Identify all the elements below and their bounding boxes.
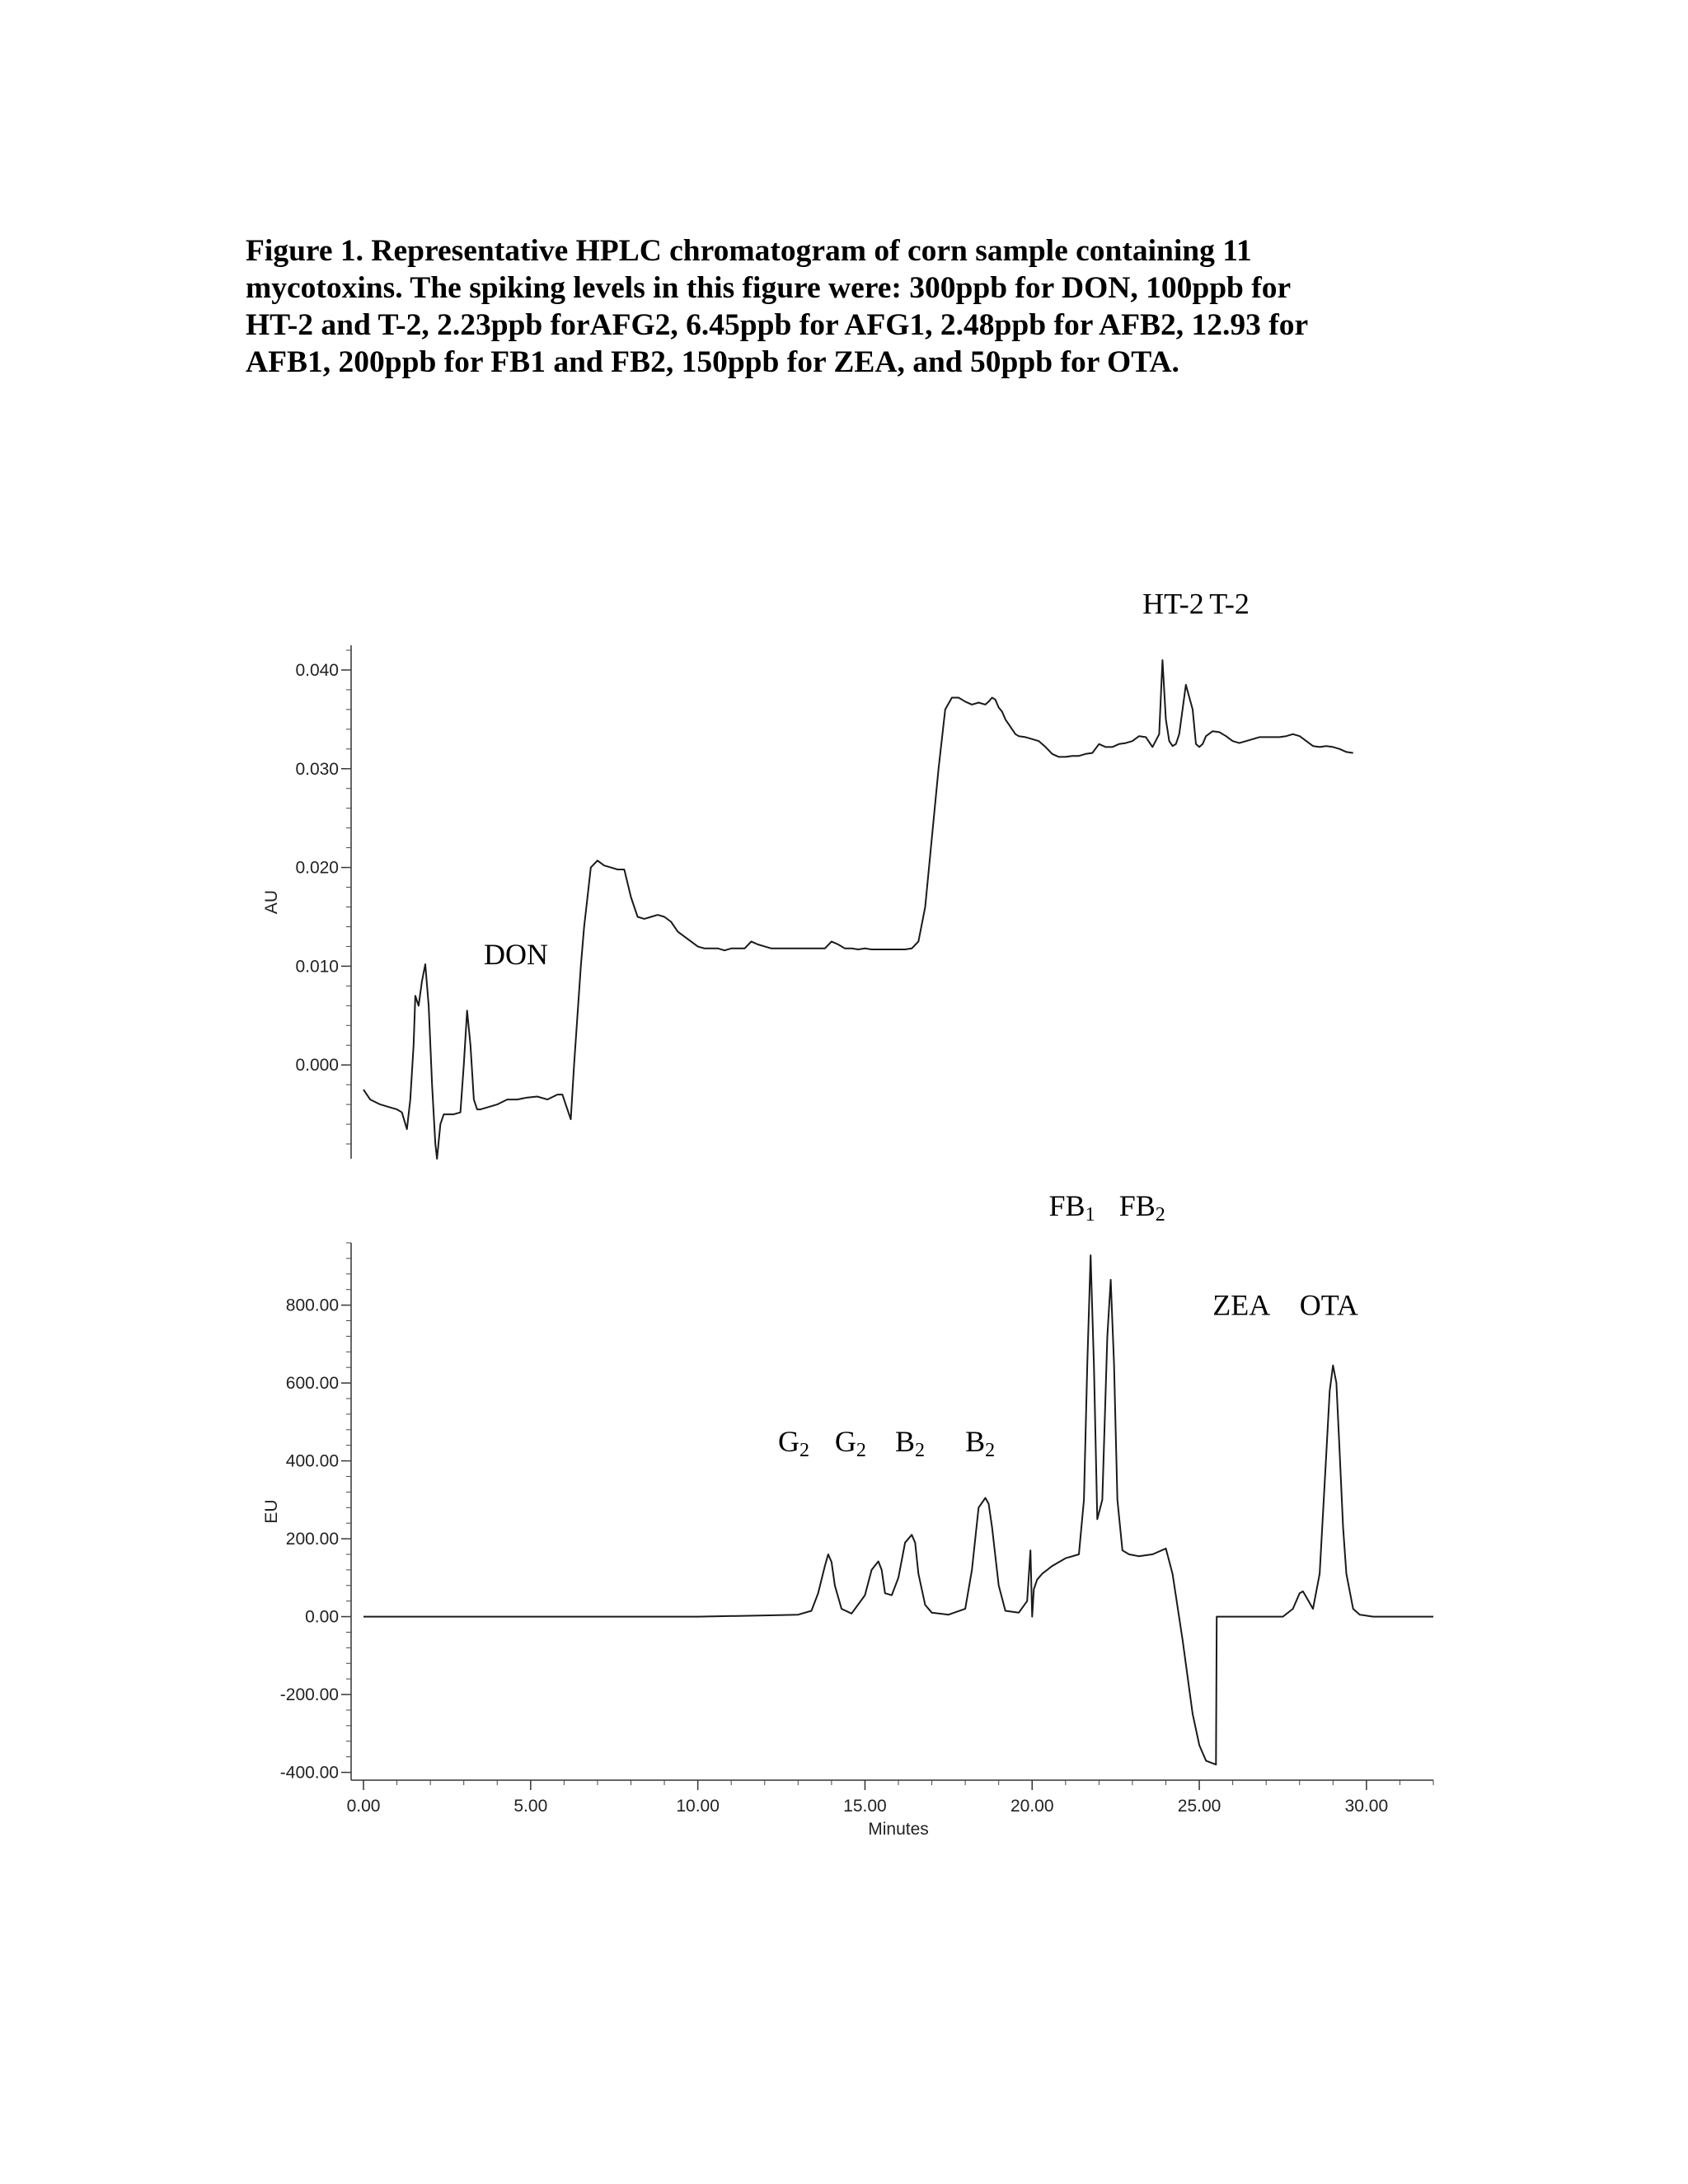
y-axis-title: AU [262, 889, 281, 915]
y-tick-label: 0.010 [295, 957, 339, 977]
x-tick-label: 30.00 [1344, 1797, 1389, 1816]
chromatogram-trace [363, 660, 1353, 1159]
peak-label [778, 1425, 809, 1461]
peak-label-subscript: 2 [914, 1439, 925, 1461]
x-tick-label: 15.00 [843, 1797, 887, 1816]
y-tick-label: -400.00 [279, 1763, 339, 1783]
peak-label-subscript: 2 [799, 1439, 809, 1461]
chromatogram-trace [363, 1255, 1433, 1765]
caption-line-2: mycotoxins. The spiking levels in this figure were: 300ppb for DON, 100ppb for [246, 271, 1292, 305]
peak-label-name: OTA [1299, 1288, 1358, 1322]
peak-label-name: B [965, 1424, 986, 1458]
peak-label-subscript: 2 [1155, 1203, 1165, 1226]
peak-label [1049, 1189, 1095, 1226]
peak-label-name: HT-2 [1142, 587, 1204, 621]
y-tick-label: 200.00 [285, 1530, 339, 1549]
peak-label-name: DON [484, 937, 549, 971]
peak-label [1209, 588, 1250, 621]
peak-label-name: G [777, 1424, 799, 1458]
y-tick-label: 0.00 [305, 1607, 339, 1627]
x-tick-label: 25.00 [1177, 1797, 1221, 1816]
x-tick-label: 10.00 [676, 1797, 720, 1816]
peak-label [1142, 588, 1204, 621]
peak-label [1300, 1288, 1358, 1321]
y-axis-title: EU [262, 1499, 281, 1524]
peak-label-name: B [894, 1424, 915, 1458]
y-tick-label: 400.00 [285, 1451, 339, 1471]
peak-label-name: G [834, 1424, 856, 1458]
y-tick-label: 600.00 [285, 1374, 339, 1394]
peak-label-name: T-2 [1209, 587, 1250, 621]
y-tick-label: 800.00 [285, 1296, 339, 1315]
peak-label-subscript: 2 [856, 1439, 866, 1461]
y-tick-label: 0.030 [295, 759, 339, 779]
peak-label-subscript: 1 [1085, 1203, 1095, 1226]
y-tick-label: -200.00 [279, 1685, 339, 1705]
caption-line-1: Figure 1. Representative HPLC chromatogram of corn sample containing 11 [246, 234, 1252, 268]
y-tick-label: 0.000 [295, 1056, 339, 1076]
peak-label-subscript: 2 [985, 1439, 996, 1461]
peak-label-name: FB [1118, 1188, 1156, 1222]
caption-line-4: AFB1, 200ppb for FB1 and FB2, 150ppb for ZEA, and 50ppb for OTA. [246, 345, 1179, 379]
peak-label-name: ZEA [1212, 1288, 1271, 1322]
peak-label [484, 938, 548, 971]
x-tick-label: 5.00 [513, 1797, 548, 1816]
peak-label [1119, 1189, 1165, 1226]
peak-label [1212, 1288, 1270, 1321]
peak-label [835, 1425, 866, 1461]
x-tick-label: 0.00 [346, 1797, 381, 1816]
y-tick-label: 0.020 [295, 858, 339, 878]
peak-label-name: FB [1048, 1188, 1085, 1222]
peak-label [965, 1425, 995, 1461]
x-tick-label: 20.00 [1010, 1797, 1054, 1816]
caption-line-3: HT-2 and T-2, 2.23ppb forAFG2, 6.45ppb for AFG1, 2.48ppb for AFB2, 12.93 for [246, 308, 1309, 342]
x-axis-title: Minutes [868, 1820, 929, 1839]
fluorescence-chromatogram-panel [262, 1189, 1433, 1839]
peak-label [895, 1425, 925, 1461]
uv-chromatogram-panel [262, 588, 1353, 1159]
y-tick-label: 0.040 [295, 660, 339, 680]
